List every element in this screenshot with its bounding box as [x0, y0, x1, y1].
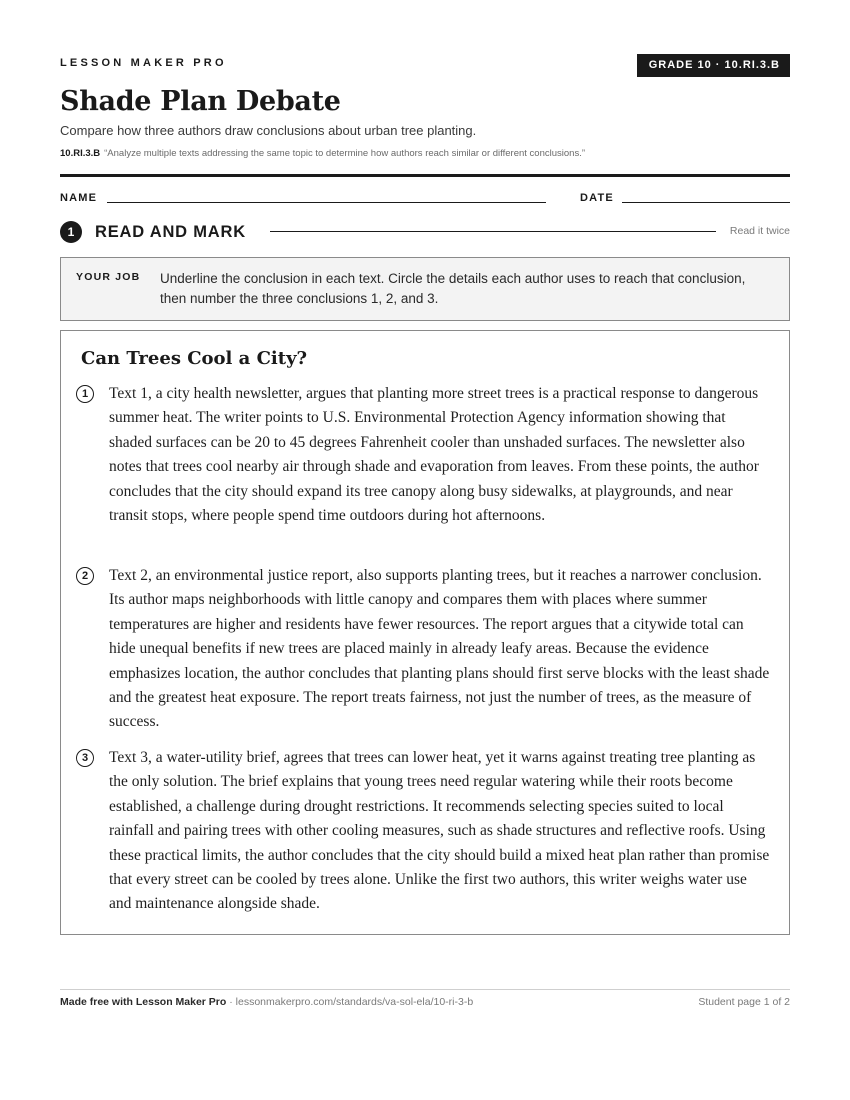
page-title: Shade Plan Debate	[60, 86, 341, 117]
brand-name: LESSON MAKER PRO	[60, 57, 227, 69]
section-title: READ AND MARK	[95, 223, 246, 241]
paragraph-number-badge: 2	[76, 567, 94, 585]
date-label: DATE	[580, 192, 614, 204]
footer-url[interactable]: lessonmakerpro.com/standards/va-sol-ela/10-ri-3-b	[235, 996, 474, 1008]
name-field[interactable]	[107, 202, 546, 203]
standard-text: “Analyze multiple texts addressing the same topic to determine how authors reach similar or different conclusions.”	[104, 148, 585, 159]
footer-page-number: Student page 1 of 2	[698, 996, 790, 1008]
section-divider	[270, 231, 716, 232]
name-label: NAME	[60, 192, 98, 204]
paragraph-number-badge: 3	[76, 749, 94, 767]
job-instructions-box	[60, 257, 790, 321]
section-hint: Read it twice	[729, 225, 790, 237]
paragraph-text: Text 2, an environmental justice report, also supports planting trees, but it reaches a narrower conclusion. Its author maps neighborhoods with little canopy and compares them with places where summer temperatures are higher and residents have fewer resources. The report argues that a citywide total can hide unequal benefits if new trees are placed mainly in already leafy areas. Because the evidence emphasizes location, the author concludes that planting plans should first serve blocks with the least shade and the greatest heat exposure. The report treats fairness, not just the number of trees, as the measure of success.	[109, 567, 770, 731]
job-text: Underline the conclusion in each text. Circle the details each author uses to reach that conclusion, then number the three conclusions 1, 2, and 3.	[160, 271, 746, 306]
footer-made-with: Made free with Lesson Maker Pro	[60, 996, 227, 1008]
footer-divider	[60, 989, 790, 990]
standard-line	[60, 148, 585, 159]
passage-box	[60, 330, 790, 935]
paragraph-text: Text 1, a city health newsletter, argues that planting more street trees is a practical response to dangerous summer heat. The writer points to U.S. Environmental Protection Agency information showing that shaded surfaces can be 20 to 45 degrees Fahrenheit cooler than unshaded surfaces. The newsletter also notes that trees cool nearby air through shade and evaporation from leaves. From these points, the author concludes that the city should expand its tree canopy along busy sidewalks, at playgrounds, and near transit stops, where people spend time outdoors during hot afternoons.	[109, 385, 759, 525]
section-number-badge: 1	[60, 221, 82, 243]
paragraph-number-badge: 1	[76, 385, 94, 403]
paragraph-text: Text 3, a water-utility brief, agrees that trees can lower heat, yet it warns against treating tree planting as the only solution. The brief explains that young trees need regular watering while their roots become established, a challenge during drought restrictions. It recommends selecting species suited to local rainfall and pairing trees with other cooling measures, such as shade structures and reflective roofs. Using these practical limits, the author concludes that the city should build a mixed heat plan rather than promise that every street can be cooled by trees alone. Unlike the first two authors, this writer weighs water use and maintenance alongside shade.	[109, 749, 770, 913]
footer-separator: ·	[226, 996, 236, 1008]
date-field[interactable]	[622, 202, 790, 203]
standard-code: 10.RI.3.B	[60, 148, 101, 159]
header-divider	[60, 174, 790, 177]
page-subtitle: Compare how three authors draw conclusions about urban tree planting.	[60, 123, 477, 138]
job-label: YOUR JOB	[76, 271, 141, 283]
grade-badge: GRADE 10 · 10.RI.3.B	[637, 54, 790, 77]
footer-credit	[60, 996, 473, 1008]
passage-title: Can Trees Cool a City?	[81, 348, 308, 369]
